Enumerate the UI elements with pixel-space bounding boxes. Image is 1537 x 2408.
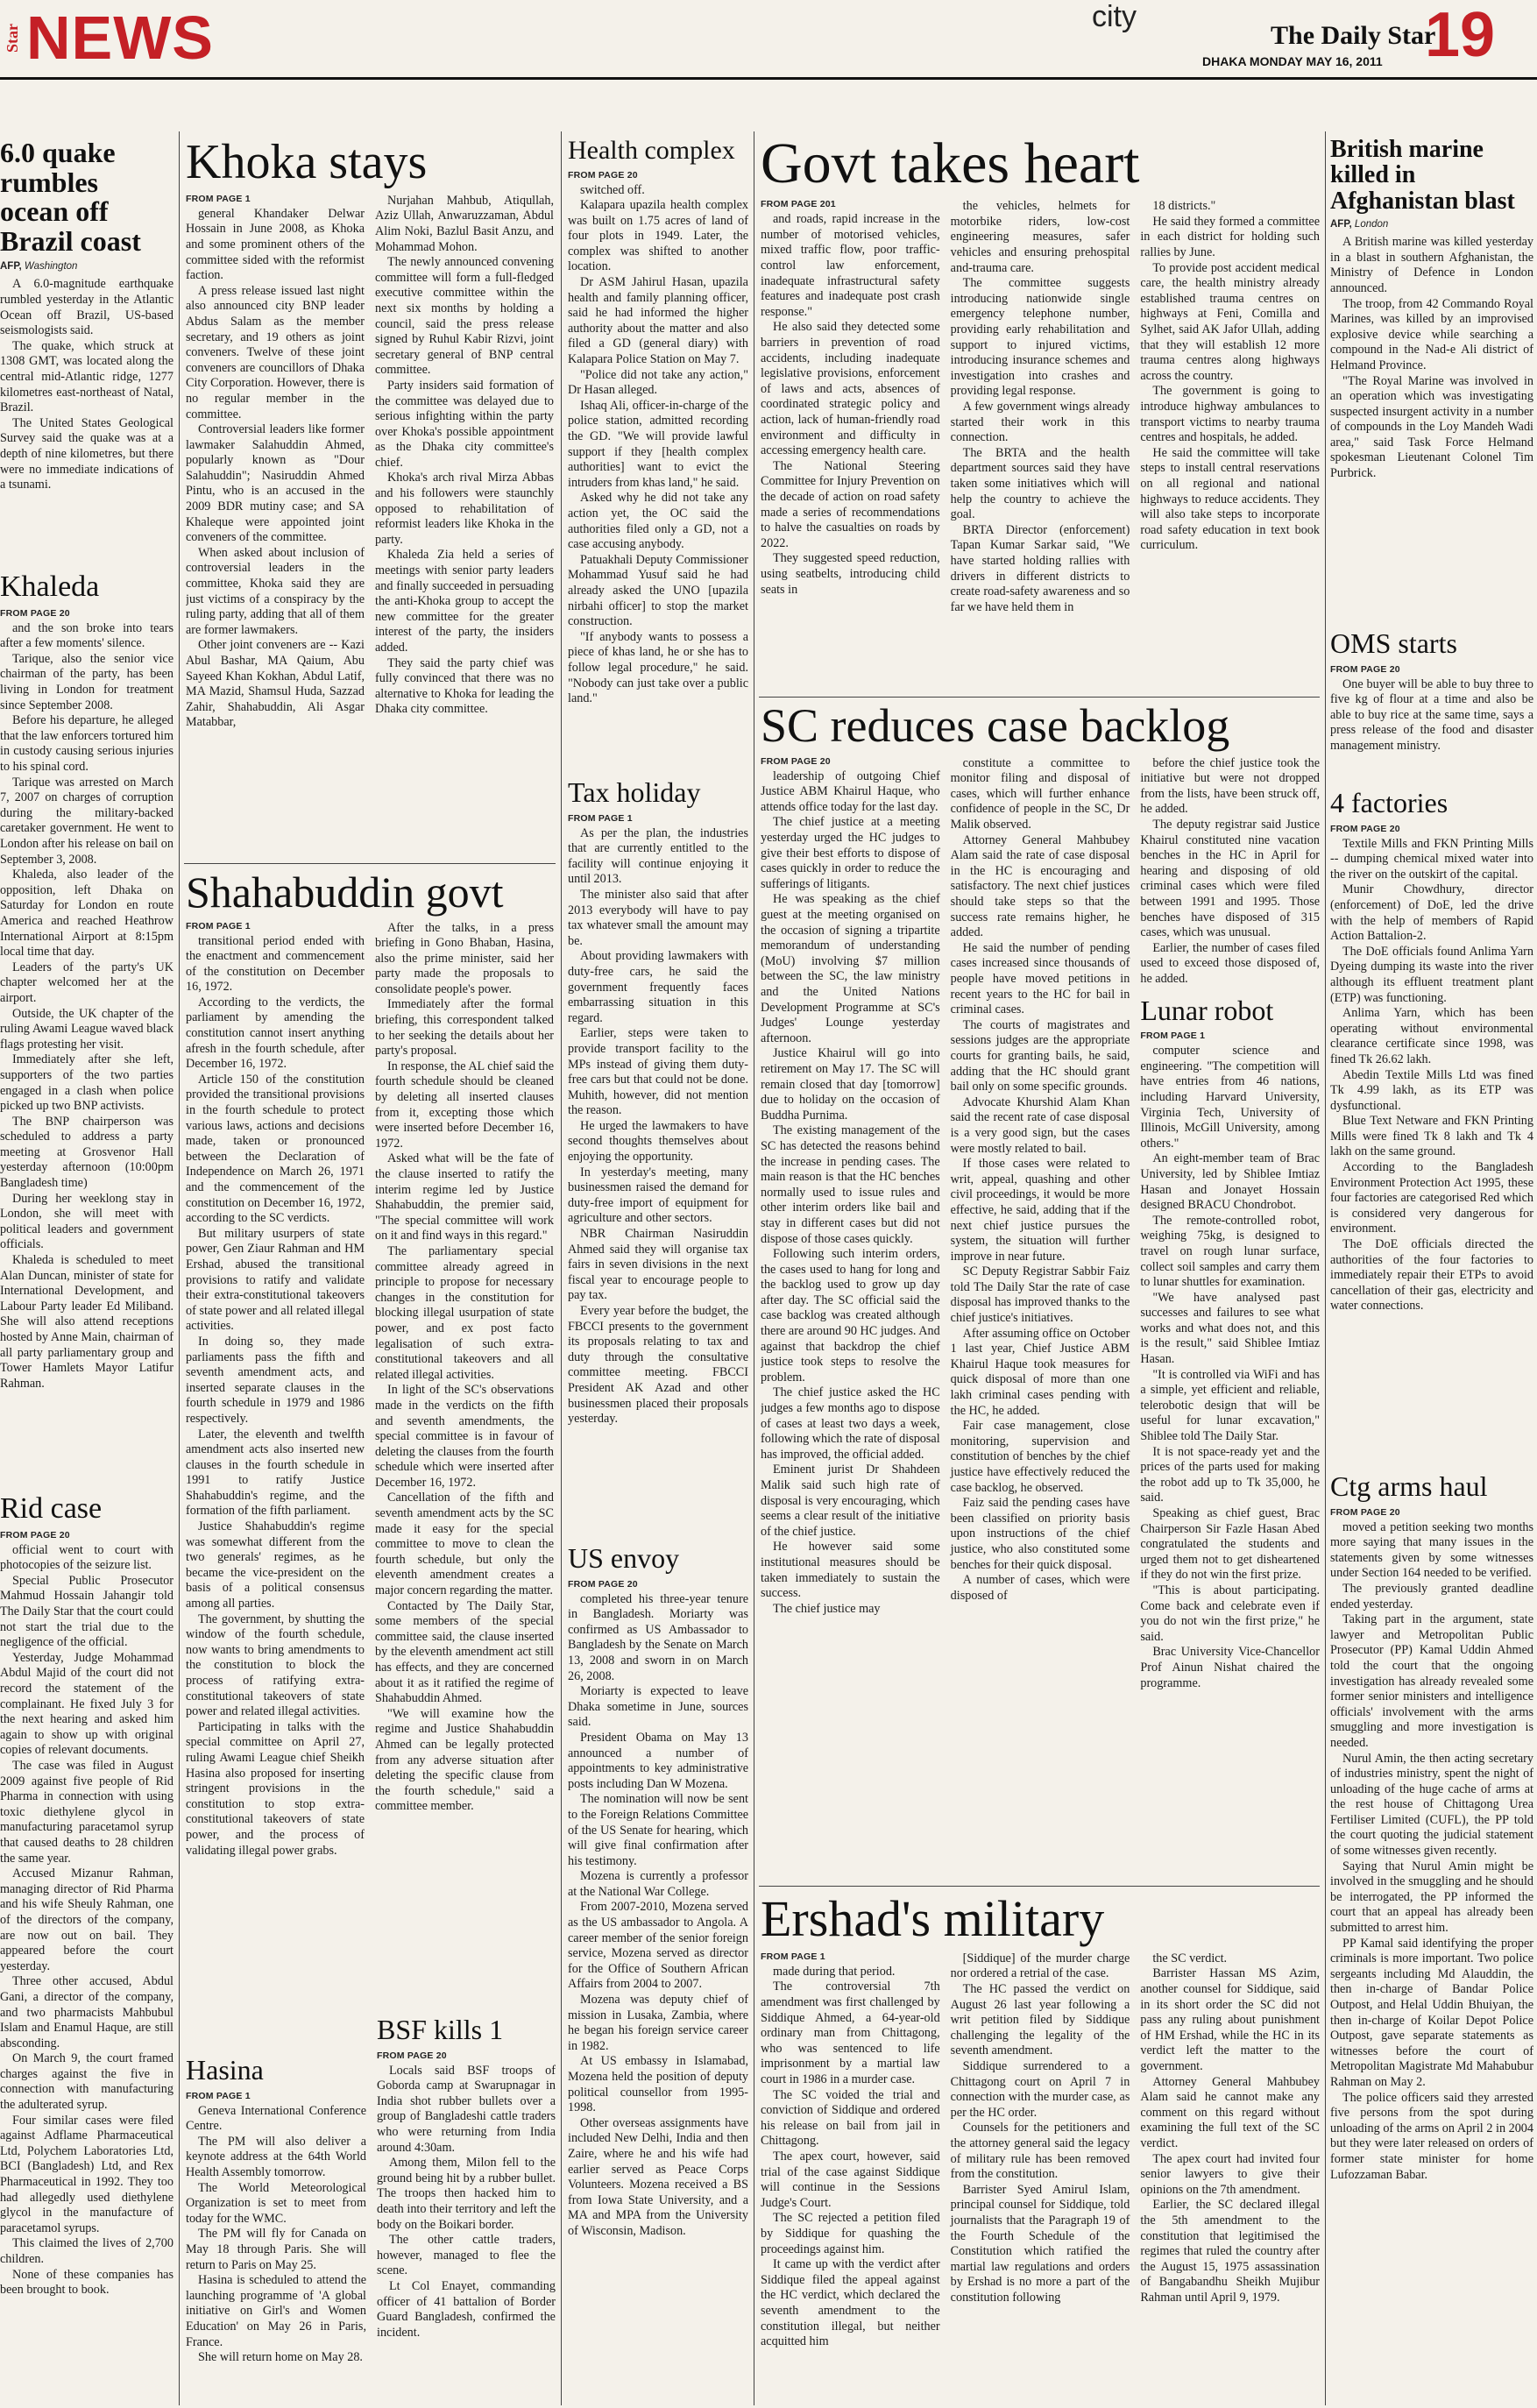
paragraph: In yesterday's meeting, many businessmen raised the demand for duty-free import of equipment for agriculture and other sectors. [568, 1165, 748, 1226]
paragraph: The PM will also deliver a keynote address at the 64th World Health Assembly tomorrow. [186, 2134, 366, 2179]
paragraph: The courts of magistrates and sessions judges are the appropriate courts for granting bails, he said, adding that the HC should grant bail only on some specific grounds. [950, 1017, 1130, 1094]
paragraph: If those cases were related to writ, appeal, quashing and other civil proceedings, it would be more effective, he said, adding that if the next chief justice pursues the system, the situation will further improve in near future. [950, 1157, 1130, 1264]
paragraph: Justice Shahabuddin's regime was somewhat different from the two generals' regimes, as he became the vice-president on the basis of a political consensus among all parties. [186, 1519, 365, 1611]
story-tax-holiday [568, 778, 748, 1549]
paragraph: A British marine was killed yesterday in a blast in southern Afghanistan, the Ministry of Defence in London announced. [1330, 235, 1533, 295]
paragraph: 18 districts." [1152, 199, 1216, 214]
paragraph: An eight-member team of Brac University, led by Shiblee Imtiaz Hasan and Jonayet Hossain designed BRACU Chondrobot. [1140, 1151, 1320, 1213]
story-sc-backlog [761, 701, 1320, 1882]
column-divider [561, 131, 562, 2405]
headline: Lunar robot [1140, 994, 1274, 1026]
paragraph: The BRTA and the health department sources said they have taken some initiatives which will help the country to achieve the goal. [950, 445, 1130, 522]
paragraph: The nomination will now be sent to the Foreign Relations Committee of the US Senate for hearing, which will give final confirmation after his testimony. [568, 1792, 748, 1868]
paragraph: BRTA Director (enforcement) Tapan Kumar Sarkar said, "We have started holding rallies with drivers in different districts to create road-safety awareness and so far we have held them in [950, 522, 1130, 614]
byline-agency: AFP, [1330, 219, 1352, 230]
jump-label: FROM PAGE 1 [186, 2090, 251, 2101]
paragraph: Participating in talks with the special committee on April 27, ruling Awami League chief Sheikh Hasina also proposed for inserting stringent provisions in the constitution to stop extra-constitutional takeovers of state power, and the process of validating illegal power grabs. [186, 1719, 365, 1858]
column-divider [179, 131, 180, 2405]
story-oms-starts [1330, 629, 1533, 787]
paragraph: Party insiders said formation of the committee was delayed due to serious infighting within the party over Khoka's possible appointment as the Dhaka city committee's chief. [375, 378, 554, 470]
headline: British marine killed in Afghanistan blast [1330, 137, 1515, 215]
paragraph: and roads, rapid increase in the number of motorised vehicles, mixed traffic flow, poor traffic-control law enforcement, inadequate infrastructural safety features and inadequate post crash response." [761, 212, 940, 319]
paragraph: Lt Col Enayet, commanding officer of 41 battalion of Border Guard Bangladesh, confirmed the incident. [377, 2278, 556, 2340]
paragraph: The parliamentary special committee already agreed in principle to propose for necessary changes in the constitution for blocking illegal usurpation of state power, and ex post facto legalisation of such extra-constitutional takeovers and all related illegal activities. [375, 1243, 554, 1382]
paragraph: Munir Chowdhury, director (enforcement) of DoE, led the drive with the help of members of Rapid Action Battalion-2. [1330, 882, 1533, 944]
paragraph: Eminent jurist Dr Shahdeen Malik said such high rate of disposal is very encouraging, which seems a clear result of the initiative of the chief justice. [761, 1463, 940, 1539]
headline: US envoy [568, 1544, 680, 1574]
paragraph: It came up with the verdict after Siddique filed the appeal against the HC verdict, which declared the seventh amendment to the constitution illegal, but neither acquitted him [761, 2257, 940, 2349]
paragraph: constitute a committee to monitor filing and disposal of cases, which will further enhance confidence of people in the SC, Dr Malik observed. [950, 755, 1130, 832]
paragraph: In doing so, they made parliaments pass the fifth and seventh amendment acts, and inserted separate clauses in the fourth schedule in 1979 and 1986 respectively. [186, 1334, 365, 1426]
paragraph: Nurul Amin, the then acting secretary of industries ministry, spent the night of unloading of the huge cache of arms at the rest house of Chittagong Urea Fertiliser Limited (CUFL), the PP told the court quoting the judicial statement of some witnesses given recently. [1330, 1751, 1533, 1859]
headline: BSF kills 1 [377, 2015, 504, 2045]
jump-label: FROM PAGE 20 [568, 1578, 638, 1590]
paragraph: The HC passed the verdict on August 26 last year following a writ petition filed by Siddique challenging the legality of the seventh amendment. [950, 1982, 1130, 2058]
story-ershad [761, 1893, 1320, 2404]
paragraph: Accused Mizanur Rahman, managing director of Rid Pharma and his wife Sheuly Rahman, one of the directors of the company, are now out on bail. They appeared before the court yesterday. [0, 1866, 174, 1973]
paragraph: "We have analysed past successes and failures to see what works and what does not, and this is the result," said Shiblee Imtiaz Hasan. [1140, 1290, 1320, 1367]
paragraph: He urged the lawmakers to have second thoughts themselves about enjoying the opportunity. [568, 1118, 748, 1165]
jump-label: FROM PAGE 20 [1330, 1506, 1400, 1518]
paragraph: About providing lawmakers with duty-free cars, he said the government frequently faces embarrassing situation in this regard. [568, 949, 748, 1025]
paragraph: Earlier, the SC declared illegal the 5th amendment to the constitution that legitimised the regimes that ruled the country after the August 15, 1975 assassination of Bangabandhu Sheikh Mujibur Rahman until April 9, 1979. [1140, 2198, 1320, 2305]
paragraph: NBR Chairman Nasiruddin Ahmed said they will organise tax fairs in seven divisions in the next fiscal year to encourage people to pay tax. [568, 1227, 748, 1303]
headline: 4 factories [1330, 789, 1448, 818]
byline-place: Washington [24, 261, 78, 273]
paragraph: "Police did not take any action," Dr Hasan alleged. [568, 367, 748, 398]
paragraph: The government, by shutting the window of the fourth schedule, now wants to bring amendments to the constitution to block the process of ratifying extra-constitutional takeovers of state power and related illegal activities. [186, 1611, 365, 1719]
headline: Hasina [186, 2056, 264, 2086]
paragraph: the SC verdict. [1152, 1951, 1228, 1965]
byline-place: London [1354, 219, 1389, 230]
paragraph: During her weeklong stay in London, she will meet with political leaders and government officials. [0, 1191, 174, 1252]
story-us-envoy [568, 1544, 748, 2404]
paragraph: The apex court, however, said trial of the case against Siddique will continue in the Sessions Judge's Court. [761, 2149, 940, 2210]
paragraph: The case was filed in August 2009 against five people of Rid Pharma in connection with using toxic diethylene glycol in manufacturing paracetamol syrup that caused deaths to 28 children the same year. [0, 1759, 174, 1866]
masthead [0, 0, 1537, 81]
paragraph: But military usurpers of state power, Gen Ziaur Rahman and HM Ershad, abused the transitional provisions to ratify and validate their extra-constitutional takeovers of state power and all related illegal activities. [186, 1226, 365, 1334]
paragraph: official went to court with photocopies of the seizure list. [0, 1542, 174, 1573]
paragraph: A few government wings already started their work in this connection. [950, 400, 1130, 445]
paragraph: From 2007-2010, Mozena served as the US ambassador to Angola. A career member of the senior foreign service, Mozena served as director for the Office of Southern African Affairs from 2004 to 2007. [568, 1900, 748, 1992]
paragraph: Later, the eleventh and twelfth amendment acts also inserted new clauses in the fourth schedule in 1991 to ratify Justice Shahabuddin's regime, and the formation of the fifth parliament. [186, 1427, 365, 1519]
headline: OMS starts [1330, 629, 1457, 659]
paragraph: Among them, Milon fell to the ground being hit by a rubber bullet. The troops then hacked him to death into their territory and left the body on the Boikari border. [377, 2156, 556, 2232]
paragraph: Other overseas assignments have included New Delhi, India and then Zaire, where he and his wife had earlier served as Peace Corps Volunteers. Mozena received a BS from Iowa State University, and a MA and MPA from the University of Wisconsin, Madison. [568, 2115, 748, 2238]
paragraph: Khoka's arch rival Mirza Abbas and his followers were staunchly opposed to rehabilitation of reformist leaders like Khoka in the party. [375, 471, 554, 547]
story-ctg-arms-haul [1330, 1472, 1533, 2404]
paragraph: Outside, the UK chapter of the ruling Awami League waved black flags protesting her visit. [0, 1006, 174, 1052]
paragraph: The newly announced convening committee will form a full-fledged executive committee within the next six months by holding a council, said the press release signed by Ruhul Kabir Rizvi, joint secretary general of BNP central committee. [375, 255, 554, 378]
paragraph: He said the number of pending cases increased since thousands of people have moved petitions in recent years to the HC for bail in criminal cases. [950, 940, 1130, 1017]
story-khaleda [0, 571, 174, 1491]
section-divider [184, 863, 556, 864]
jump-label: FROM PAGE 20 [761, 755, 831, 767]
dateline: DHAKA MONDAY MAY 16, 2011 [1202, 54, 1383, 68]
paragraph: In response, the AL chief said the fourth schedule should be cleaned by deleting all inserted clauses from it, excepting those which were inserted before December 16, 1972. [375, 1059, 554, 1151]
jump-label: FROM PAGE 1 [186, 193, 251, 204]
paragraph: After assuming office on October 1 last year, Chief Justice ABM Khairul Haque took measures for quick disposal of more than one lakh criminal cases pending with the HC, he added. [950, 1326, 1130, 1418]
paragraph: At US embassy in Islamabad, Mozena held the position of deputy political counsellor from 1995-1998. [568, 2054, 748, 2115]
jump-label: FROM PAGE 1 [568, 812, 633, 824]
paragraph: The minister also said that after 2013 everybody will have to pay tax whatever small the amount may be. [568, 887, 748, 948]
story-rid-case [0, 1493, 174, 2404]
paragraph: The controversial 7th amendment was first challenged by Siddique Ahmed, a 64-year-old ordinary man from Chittagong, who was sentenced to life imprisonment by a martial law court in 1986 in a murder case. [761, 1980, 940, 2087]
jump-label: FROM PAGE 201 [761, 199, 836, 210]
headline: Khaleda [0, 571, 100, 603]
jump-label: FROM PAGE 1 [761, 1951, 825, 1962]
paragraph: Moriarty is expected to leave Dhaka sometime in June, sources said. [568, 1684, 748, 1730]
story-bsf [377, 2015, 556, 2404]
section-subtitle: city [1092, 0, 1137, 33]
masthead-rule [0, 77, 1537, 80]
paragraph: Controversial leaders like former lawmaker Salahuddin Ahmed, popularly known as "Dour Salahuddin"; Nasiruddin Ahmed Pintu, who is an accused in the 2009 BDR mutiny case; and SA Khaleque were appointed joint conveners of the committee. [186, 422, 365, 545]
paragraph: Patuakhali Deputy Commissioner Mohammad Yusuf said he had already asked the UNO [upazila nirbahi officer] to stop the market construction. [568, 552, 748, 629]
jump-label: FROM PAGE 20 [568, 169, 638, 181]
story-shahabuddin [186, 869, 554, 2070]
paragraph: A number of cases, which were disposed of [950, 1573, 1130, 1603]
paragraph: Justice Khairul will go into retirement on May 17. The SC will remain closed that day [tomorrow] due to holiday on the occasion of Buddha Purnima. [761, 1046, 940, 1123]
paragraph: It is not space-ready yet and the prices of the parts used for making the robot add up to Tk 35,000, he said. [1140, 1444, 1320, 1505]
paragraph: The chief justice at a meeting yesterday urged the HC judges to give their best efforts to dispose of cases quickly in order to reduce the sufferings of litigants. [761, 815, 940, 891]
paragraph: Khaleda Zia held a series of meetings with senior party leaders and finally succeeded in persuading the anti-Khoka group to accept the new committee for the greater interest of the party, the insiders added. [375, 548, 554, 655]
paragraph: Attorney General Mahbubey Alam said the rate of case disposal in the HC is encouraging and satisfactory. The next chief justices should take steps so that the success rate remains higher, he added. [950, 832, 1130, 940]
paragraph: A 6.0-magnitude earthquake rumbled yesterday in the Atlantic Ocean off Brazil, US-based seismologists said. [0, 277, 174, 338]
paragraph: Earlier, the number of cases filed used to exceed those disposed of, he added. [1140, 940, 1320, 986]
paragraph: "The Royal Marine was involved in an operation which was investigating suspected insurgent activity in a number of compounds in the Loy Mandeh Wadi area," said Task Force Helmand spokesman Lieutenant Colonel Tim Purbrick. [1330, 373, 1533, 481]
paragraph: Geneva International Conference Centre. [186, 2103, 366, 2134]
paragraph: PP Kamal said identifying the proper criminals is more important. Two police sergeants including Md Alauddin, the then in-charge of Bandar Police Outpost, and Helal Uddin Bhuiyan, the then in-charge of Koilar Depot Police Outpost, gave separate statements as witnesses before the court of Metropolitan Magistrate Md Mahabubur Rahman on May 2. [1330, 1936, 1533, 2089]
paragraph: He said the committee will take steps to install central reservations on all regional and national highways to reduce accidents. They will also take steps to incorporate road safety education in text book curriculum. [1140, 445, 1320, 553]
paragraph: Contacted by The Daily Star, some members of the special committee said, the clause inserted by the eleventh amendment act still has effects, and they are concerned about it as it ratified the regime of Shahabuddin Ahmed. [375, 1598, 554, 1706]
paragraph: Immediately after she left, supporters of the two parties engaged in a clash when police picked up two BNP activists. [0, 1052, 174, 1114]
paragraph: The committee suggests introducing nationwide single emergency telephone number, providing early rehabilitation and support to injured victims, introducing insurance schemes and investigation into crashes and providing legal response. [950, 276, 1130, 399]
headline: Health complex [568, 137, 735, 165]
headline: Ershad's military [761, 1893, 1105, 1947]
paragraph: He also said they detected some barriers in prevention of road accidents, including inadequate legislative provisions, enforcement of laws and acts, absences of coordinated strategic policy and action, lack of human-friendly road environment and difficulty in accessing emergency health care. [761, 320, 940, 458]
paragraph: The PM will fly for Canada on May 18 through Paris. She will return to Paris on May 25. [186, 2227, 366, 2272]
paragraph: The SC rejected a petition filed by Siddique for quashing the proceedings against him. [761, 2211, 940, 2256]
paragraph: Immediately after the formal briefing, this correspondent talked to her seeking the details about her party's proposal. [375, 997, 554, 1059]
paragraph: The existing management of the SC has detected the reasons behind the increase in pending cases. The main reason is that the HC benches normally used to issue rules and other interim orders like bail and stay in different cases but did not dispose of those cases quickly. [761, 1123, 940, 1246]
paragraph: The apex court had invited four senior lawyers to give their opinions on the 7th amendment. [1140, 2151, 1320, 2197]
paragraph: Barrister Syed Amirul Islam, principal counsel for Siddique, told journalists that the Paragraph 19 of the Fourth Schedule of the Constitution which ratified the martial law regulations and orders by Ershad is no more a part of the constitution following [950, 2182, 1130, 2305]
paragraph: Faiz said the pending cases have been classified on priority basis upon instructions of the chief justice, who also constituted some benches for their quick disposal. [950, 1496, 1130, 1572]
column-divider [1325, 131, 1326, 2405]
paragraph: Leaders of the party's UK chapter welcomed her at the airport. [0, 960, 174, 1005]
paragraph: The government is going to introduce highway ambulances to transport victims to nearby trauma centres and hospitals, he added. [1140, 384, 1320, 445]
headline: Tax holiday [568, 778, 701, 808]
paragraph: Nurjahan Mahbub, Atiqullah, Aziz Ullah, Anwaruzzaman, Abdul Alim Noki, Bazlul Basit Anzu, and Mohammad Mohon. [375, 193, 554, 254]
paragraph: Before his departure, he alleged that the law enforcers tortured him in custody causing serious injuries to his spinal cord. [0, 713, 174, 775]
paragraph: Dr ASM Jahirul Hasan, upazila health and family planning officer, said he had informed the higher authority about the matter and also filed a GD (general diary) with Kalapara Police Station on May 7. [568, 275, 748, 367]
paragraph: Tarique was arrested on March 7, 2007 on charges of corruption during the military-backed caretaker government. He went to London after his release on bail on September 3, 2008. [0, 775, 174, 867]
paragraph: Earlier, steps were taken to provide transport facility to the MPs instead of giving them duty-free cars but that could not be done. Muhith, however, did not mention the reason. [568, 1026, 748, 1118]
paragraph: Counsels for the petitioners and the attorney general said the legacy of military rule has been removed from the constitution. [950, 2121, 1130, 2182]
paragraph: Fair case management, close monitoring, supervision and constitution of benches by the chief justice have effectively reduced the case backlog, he observed. [950, 1419, 1130, 1495]
paragraph: After the talks, in a press briefing in Gono Bhaban, Hasina, also the prime minister, said her party made the proposals to consolidate people's power. [375, 920, 554, 996]
paragraph: Advocate Khurshid Alam Khan said the recent rate of case disposal is a very good sign, but the cases were mostly related to bail. [950, 1094, 1130, 1156]
paragraph: Attorney General Mahbubey Alam said he cannot make any comment on this regard without examining the full text of the SC verdict. [1140, 2074, 1320, 2151]
paragraph: To provide post accident medical care, the health ministry already established trauma centres on highways at Feni, Comilla and Sylhet, said AK Jafor Ullah, adding that they will establish 12 more trauma centres along highways across the country. [1140, 260, 1320, 383]
paragraph: A press release issued last night also announced city BNP leader Abdus Salam as the member secretary, and 19 others as joint conveners. Twelve of these joint conveners are councillors of Dhaka City Corporation. However, there is no regular member in the committee. [186, 283, 365, 421]
headline: Govt takes heart [761, 133, 1140, 195]
paragraph: In light of the SC's observations made in the verdicts on the fifth and seventh amendments, the special committee is in favour of deleting the clauses from the fourth schedule which were inserted after December 16, 1972. [375, 1383, 554, 1490]
story-lunar-robot [1140, 996, 1320, 1692]
paragraph: Tarique, also the senior vice chairman of the party, has been living in London for treatment since September 2008. [0, 651, 174, 712]
paragraph: None of these companies has been brought to book. [0, 2267, 174, 2298]
story-quake [0, 138, 174, 559]
paragraph: Khaleda is scheduled to meet Alan Duncan, minister of state for International Development, and Labour Party leader Ed Miliband. She will also attend receptions hosted by Anne Main, chairman of all party parliamentary group and Tower Hamlets Mayor Latifur Rahman. [0, 1253, 174, 1391]
paragraph: The DoE officials found Anlima Yarn Dyeing dumping its waste into the river although its effluent treatment plant (ETP) was functioning. [1330, 944, 1533, 1005]
story-health-complex [568, 137, 748, 776]
story-hasina [186, 2056, 366, 2404]
headline: Ctg arms haul [1330, 1472, 1488, 1502]
paragraph: According to the verdicts, the parliament by amending the constitution cannot insert anything afresh in the fourth schedule, after December 16, 1972. [186, 995, 365, 1072]
paragraph: SC Deputy Registrar Sabbir Faiz told The Daily Star the rate of case disposal has improved thanks to the chief justice's initiatives. [950, 1264, 1130, 1326]
paragraph: The other cattle traders, however, managed to flee the scene. [377, 2233, 556, 2278]
paragraph: Mozena is currently a professor at the National War College. [568, 1869, 748, 1899]
story-khoka [186, 137, 554, 860]
paragraph: He however said some institutional measures should be taken immediately to sustain the success. [761, 1540, 940, 1601]
jump-label: FROM PAGE 20 [0, 1529, 70, 1540]
paragraph: Brac University Vice-Chancellor Prof Ainun Nishat chaired the programme. [1140, 1645, 1320, 1690]
jump-label: FROM PAGE 20 [1330, 823, 1400, 834]
paragraph: leadership of outgoing Chief Justice ABM Khairul Haque, who attends office today for the last day. [761, 768, 940, 814]
paragraph: This claimed the lives of 2,700 children. [0, 2236, 174, 2266]
paragraph: Hasina is scheduled to attend the launching programme of 'A global initiative on Girl's and Women Education' on May 26 in Paris, France. [186, 2273, 366, 2349]
headline: Rid case [0, 1493, 103, 1525]
jump-label: FROM PAGE 20 [0, 607, 70, 619]
jump-label: FROM PAGE 20 [1330, 663, 1400, 675]
paragraph: general Khandaker Delwar Hossain in June 2008, as Khoka and some prominent others of the committee sided with the reformist faction. [186, 206, 365, 283]
paragraph: The police officers said they arrested five persons from the spot during unloading of the arms on April 2 in 2004 but they were later released on orders of former state minister for home Lufozzaman Babar. [1330, 2090, 1533, 2182]
paragraph: They said the party chief was fully convinced that there was no alternative to Khoka for leading the Dhaka city committee. [375, 655, 554, 717]
paragraph: The World Meteorological Organization is set to meet from today for the WMC. [186, 2180, 366, 2226]
paragraph: Siddique surrendered to a Chittagong court on April 7 in connection with the murder case, as per the HC order. [950, 2059, 1130, 2120]
paragraph: Saying that Nurul Amin might be involved in the smuggling and he should be interrogated, the PP informed the court that an appeal has already been submitted to arrest him. [1330, 1859, 1533, 1936]
paragraph: transitional period ended with the enactment and commencement of the constitution on December 16, 1972. [186, 933, 365, 995]
jump-label: FROM PAGE 20 [377, 2050, 447, 2061]
paragraph: One buyer will be able to buy three to five kg of flour at a time and also be able to buy rice at the same time, says a press release of the food and disaster management ministry. [1330, 676, 1533, 753]
paragraph: and the son broke into tears after a few moments' silence. [0, 620, 174, 651]
section-divider [759, 1886, 1320, 1887]
paragraph: He said they formed a committee in each district for holding such rallies by June. [1140, 214, 1320, 260]
paragraph: On March 9, the court framed charges against the five in connection with manufacturing the adulterated syrup. [0, 2051, 174, 2113]
jump-label: FROM PAGE 1 [1140, 1030, 1206, 1042]
headline: Shahabuddin govt [186, 869, 504, 917]
paragraph: Four similar cases were filed against Adflame Pharmaceutical Ltd, Polychem Laboratories Ltd, BCI (Bangladesh) Ltd, and Rex Pharmaceutical in 1992. They too had allegedly used diethylene glycol in the manufacture of paracetamol syrups. [0, 2113, 174, 2235]
paragraph: Textile Mills and FKN Printing Mills -- dumping chemical mixed water into the river on the outskirt of the capital. [1330, 836, 1533, 882]
paragraph: The National Steering Committee for Injury Prevention on the decade of action on road safety made a series of recommendations to halve the casualties on roads by 2022. [761, 458, 940, 550]
paragraph: Asked what will be the fate of the clause inserted to ratify the interim regime led by Justice Shahabuddin, the premier said, "The special committee will work on it and find ways in this regard." [375, 1151, 554, 1243]
story-british-marine [1330, 137, 1533, 610]
section-title: NEWS [26, 4, 214, 72]
paragraph: the vehicles, helmets for motorbike riders, low-cost engineering measures, safer vehicles and ensuring prehospital and-trauma care. [950, 199, 1130, 275]
paragraph: Article 150 of the constitution provided the transitional provisions in the fourth schedule to protect various laws, actions and decisions made, taken or pronounced between the Declaration of Independence on March 26, 1971 and the commencement of the constitution on December 16, 1972, according to the SC verdicts. [186, 1072, 365, 1226]
headline: 6.0 quake rumbles ocean off Brazil coast [0, 138, 141, 257]
headline: SC reduces case backlog [761, 701, 1230, 752]
paragraph: When asked about inclusion of controversial leaders in the committee, Khoka said they are just victims of a conspiracy by the ruling party, adding that all of them are former lawmakers. [186, 545, 365, 637]
paragraph: switched off. [580, 182, 645, 197]
paragraph: Yesterday, Judge Mohammad Abdul Majid of the court did not record the statement of the complainant. He fixed July 3 for the next hearing and asked him again to show up with original copies of relevant documents. [0, 1650, 174, 1758]
paragraph: Barrister Hassan MS Azim, another counsel for Siddique, said in its short order the SC did not pass any ruling about punishment of HM Ershad, while the HC in its verdict left the matter to the government. [1140, 1966, 1320, 2074]
paragraph: Abedin Textile Mills Ltd was fined Tk 4.99 lakh, as its ETP was dysfunctional. [1330, 1067, 1533, 1113]
jump-label: FROM PAGE 1 [186, 920, 251, 931]
paragraph: The chief justice asked the HC judges a few months ago to dispose of cases at least two days a week, following which the rate of disposal has improved, the official added. [761, 1385, 940, 1462]
paragraph: The previously granted deadline ended yesterday. [1330, 1581, 1533, 1611]
paragraph: computer science and engineering. "The competition will have entries from 46 nations, including Harvard University, Virginia Tech, University of Illinois, McGill University, among others." [1140, 1044, 1320, 1151]
paragraph: "This is about participating. Come back and celebrate even if you do not win the first prize," he said. [1140, 1583, 1320, 1644]
story-4-factories [1330, 789, 1533, 1472]
byline-agency: AFP, [0, 261, 22, 273]
paragraph: Mozena was deputy chief of mission in Lusaka, Zambia, where he began his foreign service career in 1982. [568, 1993, 748, 2053]
paragraph: Khaleda, also leader of the opposition, left Dhaka on Saturday for London en route America and reached Heathrow International Airport at 8:15pm local time that day. [0, 868, 174, 960]
paragraph: They suggested speed reduction, using seatbelts, introducing child seats in [761, 551, 940, 597]
paragraph: Special Public Prosecutor Mahmud Hossain Jahangir told The Daily Star that the court could not start the trial due to the negligence of the official. [0, 1573, 174, 1650]
paragraph: completed his three-year tenure in Bangladesh. Moriarty was confirmed as US Ambassador to Bangladesh by the Senate on March 13, 2008 and sworn in on March 26, 2008. [568, 1591, 748, 1683]
paragraph: The United States Geological Survey said the quake was at a depth of nine kilometres, but there were no immediate indications of a tsunami. [0, 415, 174, 492]
paragraph: Other joint conveners are -- Kazi Abul Bashar, MA Qaium, Abu Sayeed Khan Kokhan, Abdul Latif, MA Mazid, Shamsul Huda, Sazzad Zahir, Shahabuddin, Ali Asgar Matabbar, [186, 638, 365, 730]
paragraph: She will return home on May 28. [198, 2350, 363, 2365]
section-divider [759, 697, 1320, 698]
paragraph: Kalapara upazila health complex was built on 1.75 acres of land of four plots in 1949. Later, the complex was shifted to another location. [568, 198, 748, 274]
headline: Khoka stays [186, 137, 428, 189]
paragraph: The SC voided the trial and conviction of Siddique and ordered his release on bail from jail in Chittagong. [761, 2087, 940, 2149]
paragraph: Asked why he did not take any action yet, the OC said the authorities filed only a GD, not a case accusing anybody. [568, 491, 748, 552]
paragraph: President Obama on May 13 announced a number of appointments to key administrative posts including Dan W Mozena. [568, 1730, 748, 1791]
paragraph: According to the Bangladesh Environment Protection Act 1995, these four factories are categorised Red which is considered very dangerous for environment. [1330, 1160, 1533, 1236]
paragraph: "If anybody wants to possess a piece of khas land, he or she has to follow legal procedure," he said. "Nobody can just take over a public land." [568, 629, 748, 706]
paragraph: [Siddique] of the murder charge nor ordered a retrial of the case. [950, 1951, 1130, 1981]
paragraph: Speaking as chief guest, Brac Chairperson Sir Fazle Hasan Abed congratulated the students and urged them not to get disheartened if they do not win the first prize. [1140, 1506, 1320, 1583]
byline [1330, 219, 1533, 230]
paragraph: Three other accused, Abdul Gani, a director of the company, and two pharmacists Mahbubul Islam and Enamul Haque, are still absconding. [0, 1974, 174, 2050]
paragraph: The deputy registrar said Justice Khairul constituted nine vacation benches in the HC in April for hearing and disposing of old criminal cases which were filed between 1991 and 1995. Those benches have disposed of 315 cases, which was unusual. [1140, 818, 1320, 940]
paragraph: Anlima Yarn, which has been operating without environmental clearance certificate since 1998, was fined Tk 26.62 lakh. [1330, 1006, 1533, 1066]
paragraph: "It is controlled via WiFi and has a simple, yet efficient and reliable, telerobotic design that will be useful for lunar excavation," Shiblee told The Daily Star. [1140, 1367, 1320, 1444]
paragraph: moved a petition seeking two months more saying that many issues in the statements given by some witnesses under Section 164 needed to be verified. [1330, 1519, 1533, 1581]
star-logo-mark: Star [4, 24, 21, 53]
paragraph: The remote-controlled robot, weighing 75kg, is designed to travel on rough lunar surface, collect soil samples and carry them to lunar shuttles for examination. [1140, 1213, 1320, 1290]
paragraph: Taking part in the argument, state lawyer and Metropolitan Public Prosecutor (PP) Kamal Uddin Ahmed told the court that the ongoing investigation has already revealed some former senior ministers and intelligence officials' involvement with the arms smuggling and more investigation is needed. [1330, 1612, 1533, 1750]
paragraph: Every year before the budget, the FBCCI presents to the government its proposals relating to tax and duty through the consultative committee meeting. FBCCI President AK Azad and other businessmen placed their proposals yesterday. [568, 1304, 748, 1427]
paragraph: The chief justice may [773, 1601, 881, 1616]
paragraph: Following such interim orders, the cases used to hang for long and the backlog used to grow up day after day. The SC official said the case backlog was created although there are around 90 HC judges. And against that backdrop the chief justice took steps to resolve the problem. [761, 1247, 940, 1385]
paragraph: The BNP chairperson was scheduled to address a party meeting at Grosvenor Hall yesterday afternoon (10:00pm Bangladesh time) [0, 1114, 174, 1191]
paragraph: Ishaq Ali, officer-in-charge of the police station, admitted recording the GD. "We will provide lawful support if they [health complex authorities] want to evict the intruders from khas land," he said. [568, 398, 748, 490]
paragraph: The troop, from 42 Commando Royal Marines, was killed by an improvised explosive device while searching a compound in the Nad-e Ali district of Helmand Province. [1330, 296, 1533, 372]
paragraph: He was speaking as the chief guest at the meeting organised on the occasion of signing a tripartite memorandum of understanding (MoU) involving $7 million between the SC, the law ministry and the United Nations Development Programme at SC's Judges' Lounge yesterday afternoon. [761, 892, 940, 1045]
paragraph: before the chief justice took the initiative but were not dropped from the lists, have been struck off, he added. [1140, 755, 1320, 817]
paragraph: As per the plan, the industries that are currently entitled to the facility will continue enjoying it until 2013. [568, 825, 748, 887]
byline [0, 261, 174, 272]
paragraph: Cancellation of the fifth and seventh amendment acts by the SC made it easy for the special committee to move to clean the fourth schedule, but only the eleventh amendment creates a major concern regarding the matter. [375, 1491, 554, 1598]
paragraph: Locals said BSF troops of Goborda camp at Swarupnagar in India shot rubber bullets over a group of Bangladeshi cattle traders who were returning from India around 4:30am. [377, 2063, 556, 2155]
page-number: 19 [1425, 0, 1496, 70]
paragraph: The DoE officials directed the authorities of the four factories to immediately repair their ETPs to avoid cancellation of their gas, electricity and water connections. [1330, 1237, 1533, 1314]
paragraph: The quake, which struck at 1308 GMT, was located along the central mid-Atlantic ridge, 1277 kilometres east-northeast of Natal, Brazil. [0, 338, 174, 415]
paper-logo: The Daily Star [1271, 21, 1436, 50]
paragraph: made during that period. [773, 1964, 896, 1979]
story-govt-takes-heart [761, 133, 1320, 692]
paragraph: Blue Text Netware and FKN Printing Mills were fined Tk 8 lakh and Tk 4 lakh on the same ground. [1330, 1114, 1533, 1159]
paragraph: "We will examine how the regime and Justice Shahabuddin Ahmed can be legally protected from any adverse situation after deleting the specific clause from the fourth schedule," said a committee member. [375, 1706, 554, 1814]
